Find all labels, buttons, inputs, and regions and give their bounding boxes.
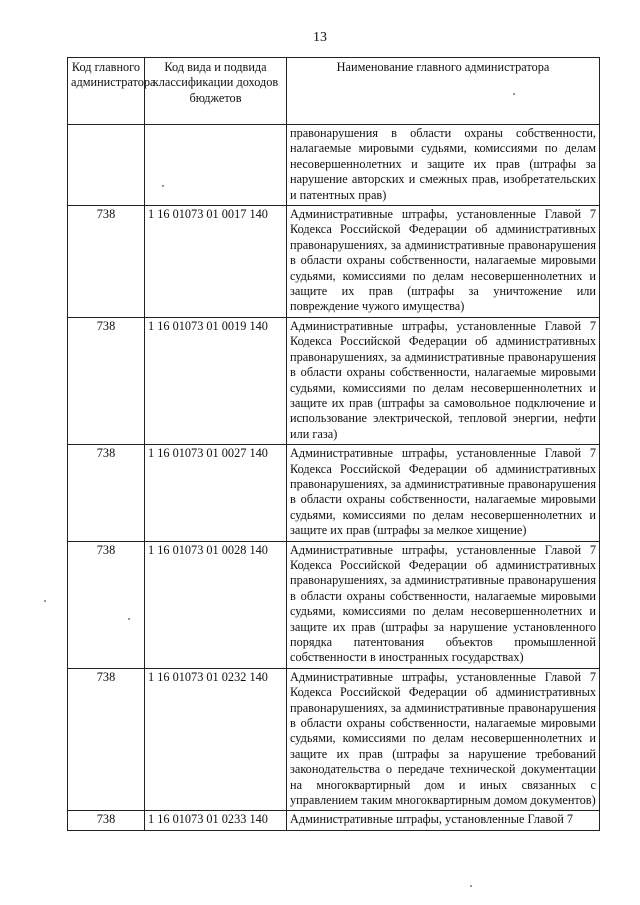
- income-code-cell: 1 16 01073 01 0232 140: [145, 668, 287, 811]
- table-row: [68, 125, 600, 206]
- income-code-cell: 1 16 01073 01 0028 140: [145, 541, 287, 668]
- scan-speck: [128, 618, 130, 620]
- table-row: [68, 811, 600, 830]
- admin-code-cell: 738: [68, 668, 145, 811]
- admin-code-cell: 738: [68, 541, 145, 668]
- admin-name-cell: Административные штрафы, установленные Главой 7 Кодекса Российской Федерации об административных правонарушениях, за административные правонарушения в области охраны собственности, налагаемые мировыми судьями, комиссиями по делам несовершеннолетних и защите их прав (штрафы за мелкое хищение): [287, 445, 600, 541]
- admin-code-cell: [68, 125, 145, 206]
- admin-code-cell: 738: [68, 317, 145, 444]
- table-row: [68, 445, 600, 541]
- income-code-cell: 1 16 01073 01 0019 140: [145, 317, 287, 444]
- table-row: [68, 206, 600, 318]
- table-row: [68, 668, 600, 811]
- scan-speck: [162, 185, 164, 187]
- admin-name-cell: Административные штрафы, установленные Главой 7 Кодекса Российской Федерации об административных правонарушениях, за административные правонарушения в области охраны собственности, налагаемые мировыми судьями, комиссиями по делам несовершеннолетних и защите их прав (штрафы за самовольное подключение и использование электрической, тепловой энергии, нефти или газа): [287, 317, 600, 444]
- header-admin-name: Наименование главного администратора: [287, 58, 600, 125]
- table-row: [68, 317, 600, 444]
- scan-speck: [513, 93, 515, 95]
- scan-speck: [470, 885, 472, 887]
- income-codes-table: [67, 57, 600, 831]
- admin-code-cell: 738: [68, 445, 145, 541]
- scan-speck: [44, 600, 46, 602]
- admin-code-cell: 738: [68, 206, 145, 318]
- admin-name-cell: Административные штрафы, установленные Главой 7 Кодекса Российской Федерации об административных правонарушениях, за административные правонарушения в области охраны собственности, налагаемые мировыми судьями, комиссиями по делам несовершеннолетних и защите их прав (штрафы за нарушение установленного порядка патентования объектов промышленной собственности в иностранных государствах): [287, 541, 600, 668]
- admin-name-cell: правонарушения в области охраны собственности, налагаемые мировыми судьями, комиссиями по делам несовершеннолетних и защите их прав (штрафы за нарушение авторских и смежных прав, изобретательских и патентных прав): [287, 125, 600, 206]
- admin-name-cell: Административные штрафы, установленные Главой 7 Кодекса Российской Федерации об административных правонарушениях, за административные правонарушения в области охраны собственности, налагаемые мировыми судьями, комиссиями по делам несовершеннолетних и защите их прав (штрафы за нарушение требований законодательства о передаче технической документации на многоквартирный дом и иных связанных с управлением таким многоквартирным домом документов): [287, 668, 600, 811]
- income-code-cell: 1 16 01073 01 0027 140: [145, 445, 287, 541]
- header-admin-code: Код главного администратора: [68, 58, 145, 125]
- page-number: 13: [313, 30, 327, 45]
- table-row: [68, 541, 600, 668]
- table-header-row: [68, 58, 600, 125]
- admin-name-cell: Административные штрафы, установленные Главой 7: [287, 811, 600, 830]
- income-code-cell: 1 16 01073 01 0017 140: [145, 206, 287, 318]
- income-code-cell: [145, 125, 287, 206]
- header-income-code: Код вида и подвида классификации доходов бюджетов: [145, 58, 287, 125]
- admin-code-cell: 738: [68, 811, 145, 830]
- income-code-cell: 1 16 01073 01 0233 140: [145, 811, 287, 830]
- admin-name-cell: Административные штрафы, установленные Главой 7 Кодекса Российской Федерации об административных правонарушениях, за административные правонарушения в области охраны собственности, налагаемые мировыми судьями, комиссиями по делам несовершеннолетних и защите их прав (штрафы за уничтожение или повреждение чужого имущества): [287, 206, 600, 318]
